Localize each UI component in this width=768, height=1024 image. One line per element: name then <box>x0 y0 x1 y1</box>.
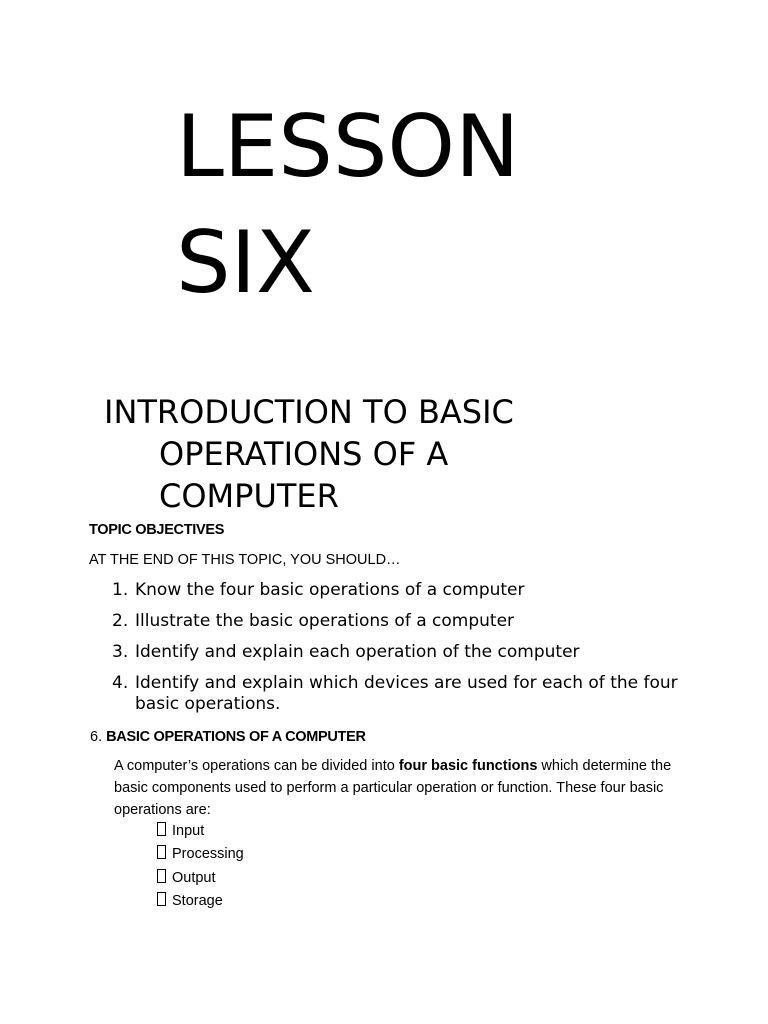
operation-item <box>157 843 244 866</box>
missing-glyph-bullet-icon <box>157 869 166 883</box>
objective-item <box>112 642 692 663</box>
paragraph-text-before: A computer’s operations can be divided into <box>114 758 399 774</box>
objective-item <box>112 580 692 601</box>
operation-item <box>157 867 244 890</box>
operation-item <box>157 890 244 913</box>
lesson-title-line2: SIX <box>176 213 315 313</box>
operations-list <box>157 820 244 913</box>
objectives-title: TOPIC OBJECTIVES <box>89 522 225 538</box>
operation-item <box>157 820 244 843</box>
topic-heading-line2: OPERATIONS OF A <box>159 435 449 473</box>
objective-text: Identify and explain which devices are used for each of the four basic operations. <box>135 673 678 714</box>
section-number: 6. <box>90 729 103 745</box>
missing-glyph-bullet-icon <box>157 892 166 906</box>
missing-glyph-bullet-icon <box>157 845 166 859</box>
paragraph-bold-text: four basic functions <box>398 758 538 774</box>
objective-number: 1. <box>112 580 129 600</box>
objective-item <box>112 673 692 715</box>
objective-item <box>112 611 692 632</box>
objective-text: Identify and explain each operation of the computer <box>135 642 580 662</box>
objective-text: Illustrate the basic operations of a computer <box>135 611 515 631</box>
objective-text: Know the four basic operations of a computer <box>135 580 525 600</box>
missing-glyph-bullet-icon <box>157 822 166 836</box>
topic-heading-line3: COMPUTER <box>159 477 339 515</box>
objective-number: 4. <box>112 673 129 693</box>
objective-number: 3. <box>112 642 129 662</box>
topic-heading-line1: INTRODUCTION TO BASIC <box>104 393 514 431</box>
section-heading <box>90 728 366 746</box>
section-paragraph <box>114 755 680 821</box>
paragraph-text-after: which determine the basic components used to perform a particular operation or function. These four basic operations are: <box>114 758 672 818</box>
section-title: BASIC OPERATIONS OF A COMPUTER <box>106 729 366 745</box>
objectives-list <box>112 580 692 725</box>
operation-label: Storage <box>172 892 223 909</box>
operation-label: Processing <box>172 846 244 863</box>
operation-label: Output <box>172 869 216 886</box>
operation-label: Input <box>172 823 205 839</box>
objective-number: 2. <box>112 611 129 631</box>
lesson-title-line1: LESSON <box>176 97 520 197</box>
objectives-intro: AT THE END OF THIS TOPIC, YOU SHOULD… <box>89 552 401 568</box>
